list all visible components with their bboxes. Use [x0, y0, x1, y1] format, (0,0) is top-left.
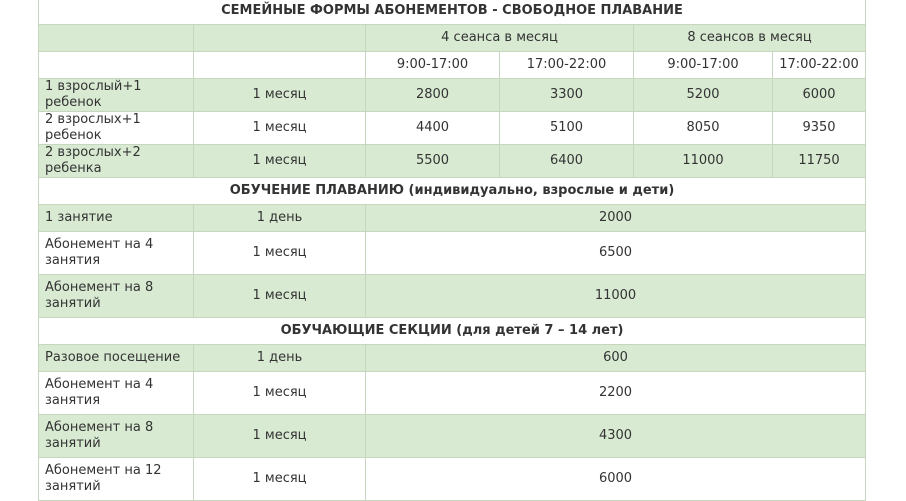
section-title-family: СЕМЕЙНЫЕ ФОРМЫ АБОНЕМЕНТОВ - СВОБОДНОЕ ПЛАВАНИЕ: [39, 0, 866, 25]
row-name: Абонемент на 12 занятий: [39, 458, 194, 501]
row-name: Абонемент на 4 занятия: [39, 232, 194, 275]
price-cell: 8050: [634, 112, 773, 145]
row-period: 1 месяц: [194, 112, 366, 145]
header-empty-cell: [39, 25, 194, 52]
price-cell: 6400: [500, 145, 634, 178]
price-cell: 6000: [366, 458, 866, 501]
section-title-training-sections: ОБУЧАЮЩИЕ СЕКЦИИ (для детей 7 – 14 лет): [39, 318, 866, 345]
table-row: [39, 232, 866, 275]
price-cell: 6000: [773, 79, 866, 112]
table-row: [39, 205, 866, 232]
time-header: 9:00-17:00: [634, 52, 773, 79]
group-header-4-sessions: 4 сеанса в месяц: [366, 25, 634, 52]
time-header: 17:00-22:00: [500, 52, 634, 79]
table-row: [39, 145, 866, 178]
time-header: 9:00-17:00: [366, 52, 500, 79]
row-period: 1 месяц: [194, 275, 366, 318]
table-row: [39, 112, 866, 145]
price-cell: 11000: [634, 145, 773, 178]
table-row: [39, 79, 866, 112]
row-period: 1 месяц: [194, 372, 366, 415]
row-name: Разовое посещение: [39, 345, 194, 372]
price-table: [38, 0, 866, 501]
time-header: 17:00-22:00: [773, 52, 866, 79]
price-cell: 3300: [500, 79, 634, 112]
row-period: 1 месяц: [194, 145, 366, 178]
price-cell: 4300: [366, 415, 866, 458]
row-name: Абонемент на 4 занятия: [39, 372, 194, 415]
row-period: 1 день: [194, 345, 366, 372]
row-name: 2 взрослых+1 ребенок: [39, 112, 194, 145]
price-cell: 2000: [366, 205, 866, 232]
price-cell: 4400: [366, 112, 500, 145]
group-header-8-sessions: 8 сеансов в месяц: [634, 25, 866, 52]
row-name: Абонемент на 8 занятий: [39, 275, 194, 318]
table-row: [39, 345, 866, 372]
row-period: 1 месяц: [194, 232, 366, 275]
section-title-swim-lessons: ОБУЧЕНИЕ ПЛАВАНИЮ (индивидуально, взрослые и дети): [39, 178, 866, 205]
header-empty-cell: [194, 52, 366, 79]
price-cell: 5500: [366, 145, 500, 178]
price-cell: 2800: [366, 79, 500, 112]
row-period: 1 месяц: [194, 458, 366, 501]
header-empty-cell: [194, 25, 366, 52]
price-cell: 6500: [366, 232, 866, 275]
price-cell: 11750: [773, 145, 866, 178]
price-cell: 5200: [634, 79, 773, 112]
price-cell: 9350: [773, 112, 866, 145]
row-name: Абонемент на 8 занятий: [39, 415, 194, 458]
header-empty-cell: [39, 52, 194, 79]
table-row: [39, 415, 866, 458]
row-period: 1 месяц: [194, 415, 366, 458]
row-name: 1 занятие: [39, 205, 194, 232]
table-row: [39, 458, 866, 501]
price-cell: 2200: [366, 372, 866, 415]
row-period: 1 день: [194, 205, 366, 232]
price-cell: 11000: [366, 275, 866, 318]
price-cell: 5100: [500, 112, 634, 145]
table-row: [39, 275, 866, 318]
price-cell: 600: [366, 345, 866, 372]
row-name: 1 взрослый+1 ребенок: [39, 79, 194, 112]
table-row: [39, 372, 866, 415]
row-period: 1 месяц: [194, 79, 366, 112]
row-name: 2 взрослых+2 ребенка: [39, 145, 194, 178]
